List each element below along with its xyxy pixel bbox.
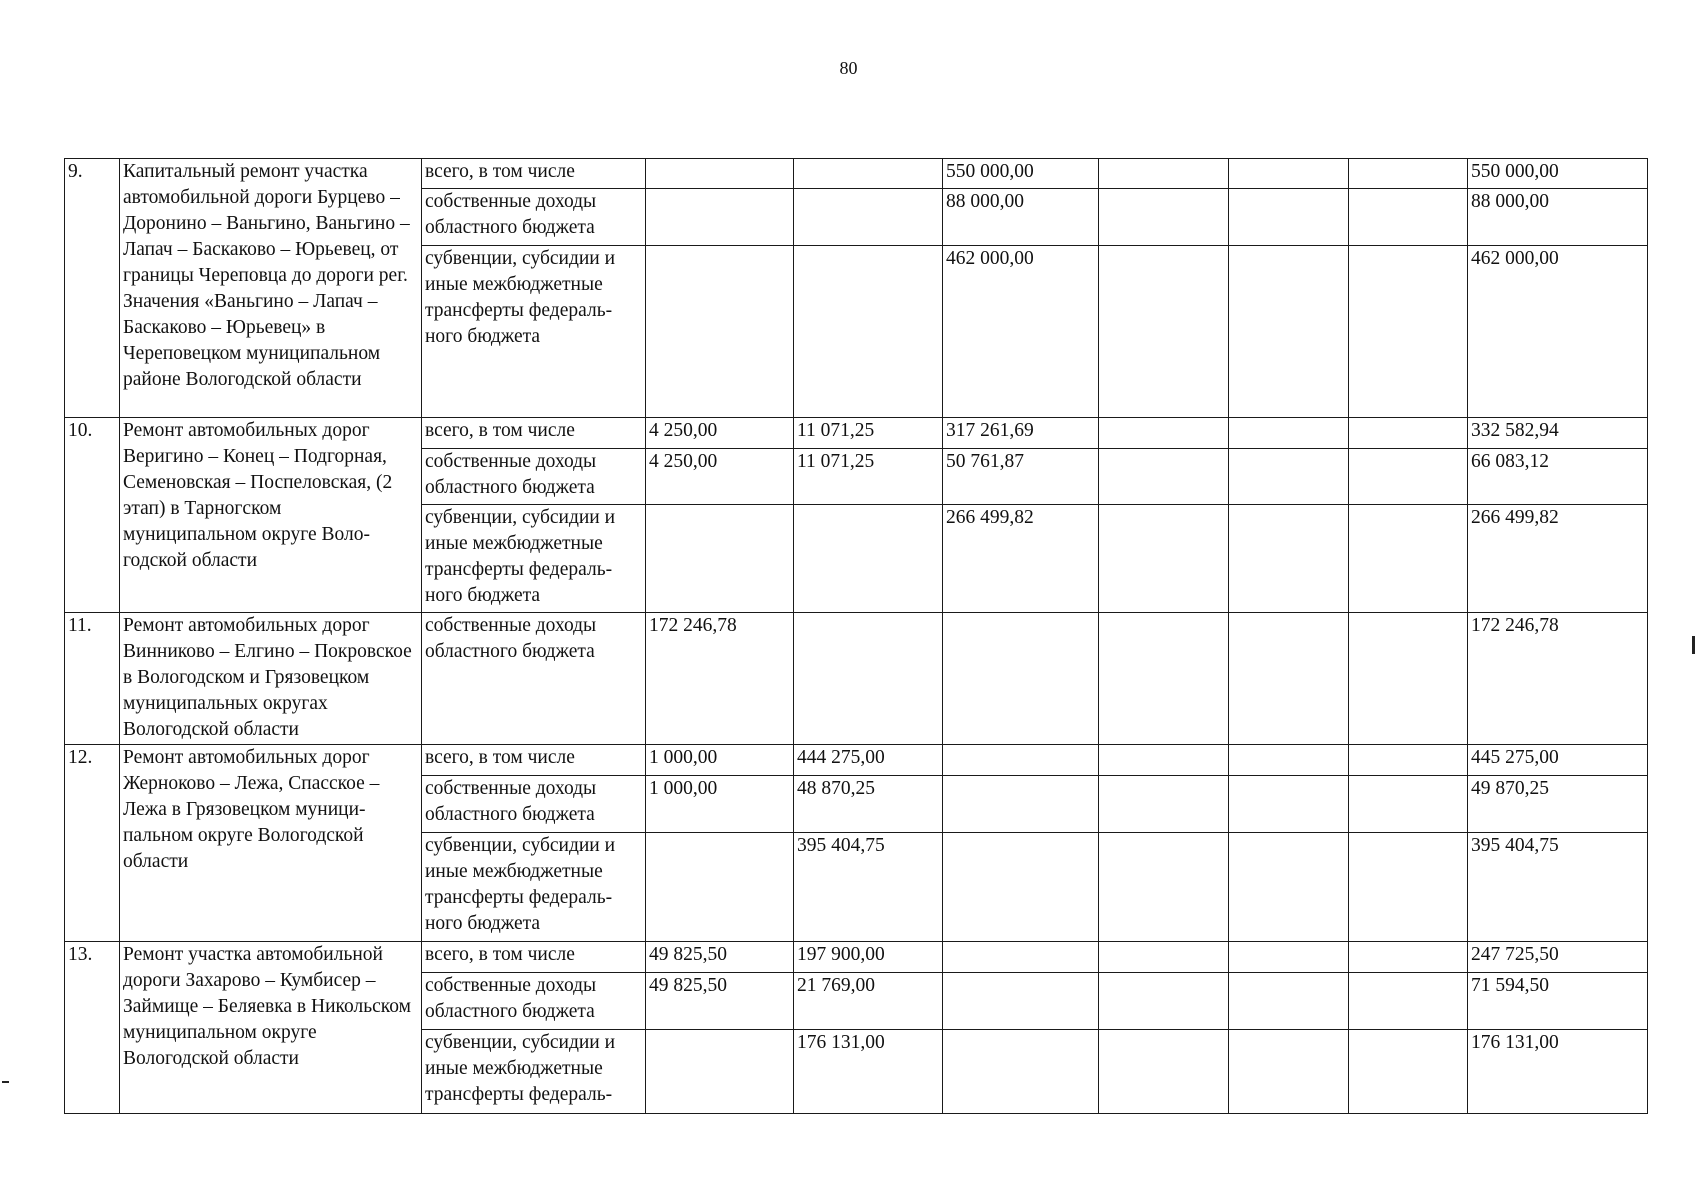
value-cell: 266 499,82 <box>943 505 1099 613</box>
value-cell <box>1099 189 1229 246</box>
value-cell <box>1349 1030 1468 1114</box>
funding-source: собственные доходы областного бюджета <box>422 973 646 1030</box>
value-cell <box>1349 833 1468 942</box>
value-cell <box>1099 613 1229 745</box>
value-cell <box>943 613 1099 745</box>
value-cell <box>1229 1030 1349 1114</box>
value-cell <box>1099 942 1229 973</box>
value-cell <box>1229 505 1349 613</box>
total-cell: 550 000,00 <box>1468 159 1648 189</box>
value-cell: 444 275,00 <box>794 745 943 776</box>
value-cell: 197 900,00 <box>794 942 943 973</box>
value-cell <box>1099 833 1229 942</box>
value-cell <box>794 159 943 189</box>
value-cell <box>1349 449 1468 505</box>
total-cell: 172 246,78 <box>1468 613 1648 745</box>
row-number: 12. <box>65 745 120 942</box>
object-description: Ремонт автомобильных дорог Веригино – Конец – Подгорная, Семеновская – Поспеловская, (2 этап) в Тарногском муниципальном округе Вологодской области <box>120 418 422 613</box>
funding-source: всего, в том числе <box>422 942 646 973</box>
value-cell <box>1229 449 1349 505</box>
value-cell <box>943 833 1099 942</box>
value-cell <box>794 505 943 613</box>
value-cell <box>1349 505 1468 613</box>
total-cell: 462 000,00 <box>1468 246 1648 418</box>
value-cell <box>1349 246 1468 418</box>
funding-source: всего, в том числе <box>422 745 646 776</box>
budget-table <box>64 158 1648 1114</box>
total-cell: 176 131,00 <box>1468 1030 1648 1114</box>
value-cell <box>943 973 1099 1030</box>
total-cell: 88 000,00 <box>1468 189 1648 246</box>
value-cell: 1 000,00 <box>646 745 794 776</box>
value-cell <box>1229 246 1349 418</box>
row-number: 9. <box>65 159 120 418</box>
value-cell <box>1349 942 1468 973</box>
total-cell: 49 870,25 <box>1468 776 1648 833</box>
value-cell <box>1099 505 1229 613</box>
value-cell <box>646 833 794 942</box>
value-cell <box>1349 613 1468 745</box>
scan-edge-mark-left <box>2 1081 9 1083</box>
total-cell: 266 499,82 <box>1468 505 1648 613</box>
row-number: 10. <box>65 418 120 613</box>
table-row <box>65 942 1648 973</box>
table-row <box>65 159 1648 189</box>
funding-source: субвенции, субсидии и иные межбюджетные трансферты федераль- <box>422 1030 646 1114</box>
funding-source: всего, в том числе <box>422 159 646 189</box>
value-cell: 1 000,00 <box>646 776 794 833</box>
funding-source: собственные доходы областного бюджета <box>422 776 646 833</box>
value-cell: 172 246,78 <box>646 613 794 745</box>
value-cell <box>1349 776 1468 833</box>
value-cell <box>1229 159 1349 189</box>
value-cell <box>1099 418 1229 449</box>
value-cell <box>943 1030 1099 1114</box>
value-cell <box>646 246 794 418</box>
value-cell <box>1099 776 1229 833</box>
value-cell <box>943 776 1099 833</box>
object-description: Ремонт автомобильных дорог Жерноково – Лежа, Спасское – Лежа в Грязовецком муниципальном округе Вологодской области <box>120 745 422 942</box>
value-cell <box>1099 973 1229 1030</box>
funding-source: всего, в том числе <box>422 418 646 449</box>
value-cell <box>1229 942 1349 973</box>
table-row <box>65 745 1648 776</box>
value-cell <box>1229 973 1349 1030</box>
value-cell: 395 404,75 <box>794 833 943 942</box>
object-description: Ремонт участка автомобильной дороги Захарово – Кумбисер – Займище – Беляевка в Никольском муниципальном округе Вологодской области <box>120 942 422 1114</box>
value-cell <box>1229 776 1349 833</box>
value-cell <box>646 1030 794 1114</box>
object-description: Ремонт автомобильных дорог Винниково – Елгино – Покровское в Вологодском и Грязовецком муниципальных округах Вологодской области <box>120 613 422 745</box>
value-cell <box>1229 189 1349 246</box>
value-cell: 317 261,69 <box>943 418 1099 449</box>
value-cell: 462 000,00 <box>943 246 1099 418</box>
value-cell <box>1099 745 1229 776</box>
value-cell <box>1229 418 1349 449</box>
object-description: Капитальный ремонт участка автомобильной дороги Бурцево – Доронино – Ваньгино, Ваньгино – Лапач – Баскаково – Юрьевец, от границы Череповца до дороги рег. Значения «Ваньгино – Лапач – Баскаково – Юрьевец» в Череповецком муниципальном районе Вологодской области <box>120 159 422 418</box>
total-cell: 445 275,00 <box>1468 745 1648 776</box>
value-cell <box>1349 189 1468 246</box>
scan-edge-mark-right <box>1692 636 1695 654</box>
total-cell: 71 594,50 <box>1468 973 1648 1030</box>
row-number: 13. <box>65 942 120 1114</box>
value-cell <box>794 613 943 745</box>
funding-source: субвенции, субсидии и иные межбюджетные трансферты федерального бюджета <box>422 505 646 613</box>
page-number: 80 <box>839 58 858 78</box>
value-cell: 49 825,50 <box>646 942 794 973</box>
value-cell <box>1349 973 1468 1030</box>
value-cell: 50 761,87 <box>943 449 1099 505</box>
value-cell <box>646 189 794 246</box>
value-cell <box>943 942 1099 973</box>
value-cell: 4 250,00 <box>646 449 794 505</box>
value-cell: 4 250,00 <box>646 418 794 449</box>
value-cell <box>646 159 794 189</box>
value-cell <box>1099 449 1229 505</box>
table-row <box>65 418 1648 449</box>
value-cell: 88 000,00 <box>943 189 1099 246</box>
total-cell: 395 404,75 <box>1468 833 1648 942</box>
value-cell: 48 870,25 <box>794 776 943 833</box>
value-cell: 11 071,25 <box>794 449 943 505</box>
row-number: 11. <box>65 613 120 745</box>
value-cell <box>1349 159 1468 189</box>
value-cell: 550 000,00 <box>943 159 1099 189</box>
funding-source: собственные доходы областного бюджета <box>422 189 646 246</box>
table-row <box>65 613 1648 745</box>
value-cell <box>794 246 943 418</box>
value-cell <box>1349 745 1468 776</box>
value-cell <box>646 505 794 613</box>
total-cell: 66 083,12 <box>1468 449 1648 505</box>
value-cell: 49 825,50 <box>646 973 794 1030</box>
value-cell <box>1099 1030 1229 1114</box>
value-cell <box>1099 246 1229 418</box>
value-cell <box>1229 613 1349 745</box>
value-cell <box>1229 745 1349 776</box>
value-cell: 21 769,00 <box>794 973 943 1030</box>
funding-source: собственные доходы областного бюджета <box>422 449 646 505</box>
value-cell <box>1349 418 1468 449</box>
value-cell <box>794 189 943 246</box>
total-cell: 332 582,94 <box>1468 418 1648 449</box>
total-cell: 247 725,50 <box>1468 942 1648 973</box>
funding-source: субвенции, субсидии и иные межбюджетные трансферты федерального бюджета <box>422 246 646 418</box>
value-cell <box>943 745 1099 776</box>
value-cell: 176 131,00 <box>794 1030 943 1114</box>
funding-source: субвенции, субсидии и иные межбюджетные трансферты федерального бюджета <box>422 833 646 942</box>
funding-source: собственные доходы областного бюджета <box>422 613 646 745</box>
value-cell <box>1229 833 1349 942</box>
value-cell <box>1099 159 1229 189</box>
value-cell: 11 071,25 <box>794 418 943 449</box>
